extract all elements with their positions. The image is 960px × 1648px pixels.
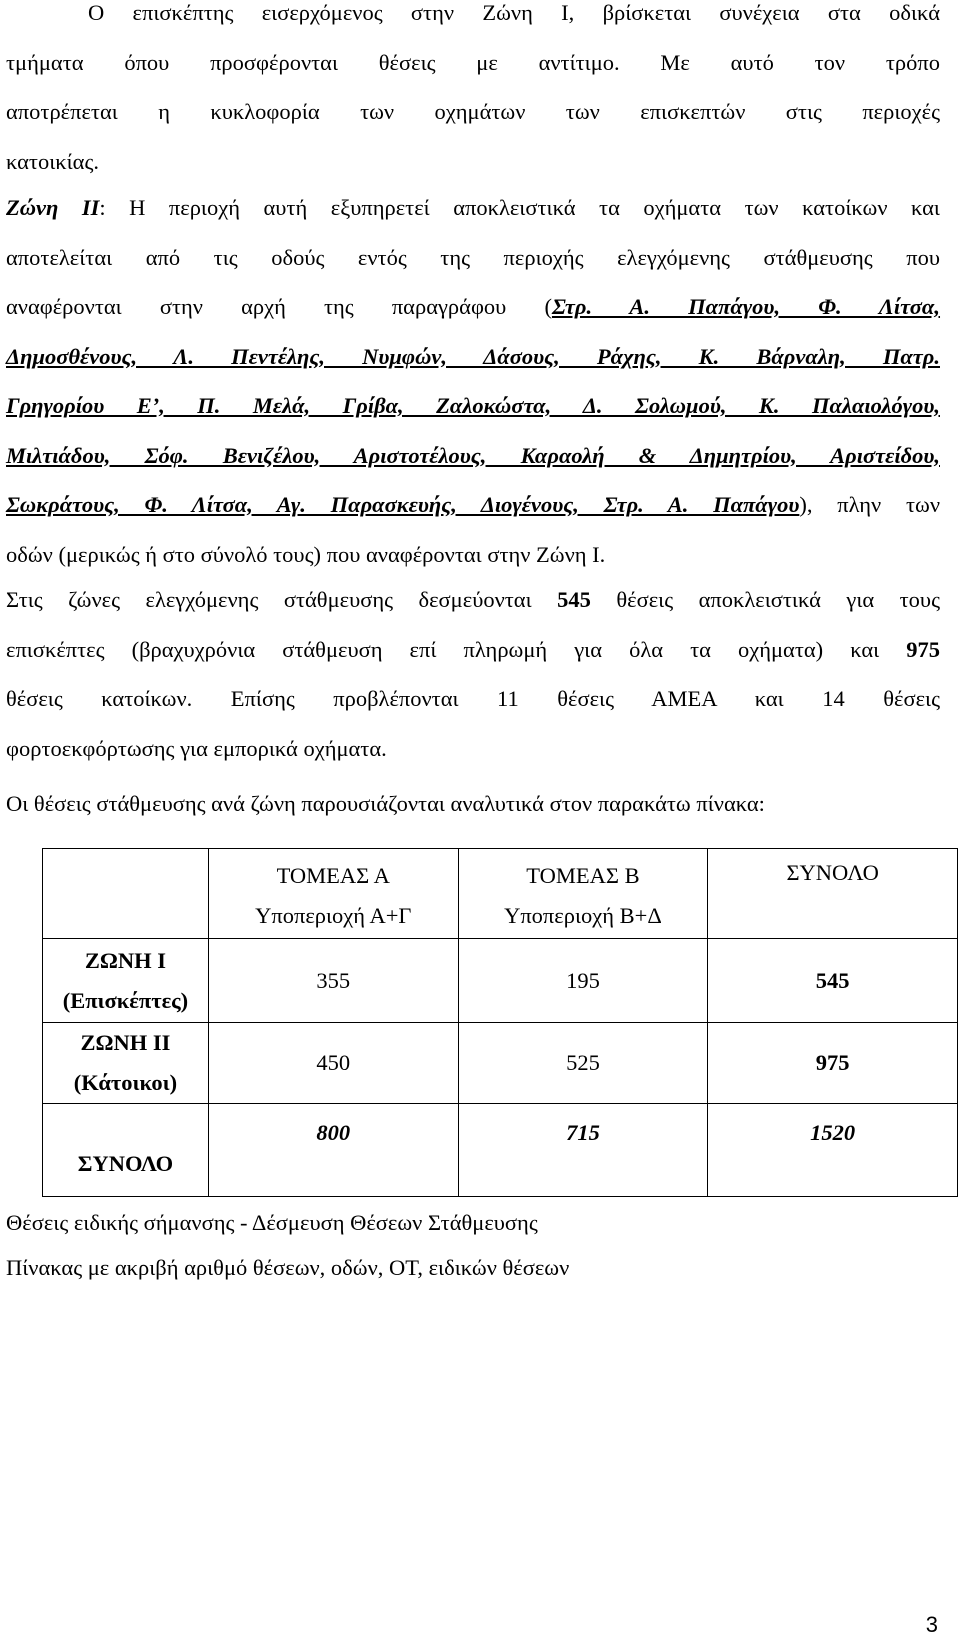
table-description-line: Πίνακας με ακριβή αριθμό θέσεων, οδών, ΟΤ, ειδικών θέσεων	[6, 1255, 570, 1280]
table-row	[43, 1023, 958, 1104]
text-fragment: επισκέπτες (βραχυχρόνια στάθμευση επί πληρωμή για όλα τα οχήματα) και	[6, 636, 907, 662]
text-line: αποτελείται από τις οδούς εντός της περιοχής ελεγχόμενης στάθμευσης που	[6, 244, 940, 270]
cell-zone1-sector-a: 355	[208, 939, 458, 1023]
sector-b-subarea: Υποπεριοχή Β+Δ	[504, 902, 662, 928]
text-line	[6, 282, 940, 332]
table-row	[43, 939, 958, 1023]
street-list: Στρ. Α. Παπάγου, Φ. Λίτσα,	[551, 294, 941, 319]
text-line: τμήματα όπου προσφέρονται θέσεις με αντίτιμο. Με αυτό τον τρόπο	[6, 49, 940, 75]
cell-zone2-sector-b: 525	[458, 1023, 708, 1104]
header-sector-b	[458, 849, 708, 939]
text-line	[6, 332, 940, 382]
sector-a-title: ΤΟΜΕΑΣ Α	[276, 862, 390, 888]
text-line	[6, 431, 940, 481]
paragraph-reserved-spaces	[6, 575, 940, 773]
text-line: θέσεις κατοίκων. Επίσης προβλέπονται 11 θέσεις ΑΜΕΑ και 14 θέσεις	[6, 686, 940, 711]
cell-zone1-total: 545	[708, 939, 958, 1023]
paragraph-visitors-zone1	[6, 0, 940, 186]
text-line	[6, 575, 940, 625]
street-list: Σωκράτους, Φ. Λίτσα, Αγ. Παρασκευής, Διογένους, Στρ. Α. Παπάγου	[6, 492, 800, 517]
table-row	[43, 1104, 958, 1197]
sector-a-subarea: Υποπεριοχή Α+Γ	[255, 902, 412, 928]
text-fragment: ), πλην των	[799, 492, 940, 517]
row-label-zone2	[43, 1023, 209, 1104]
text-line: αποτρέπεται η κυκλοφορία των οχημάτων των επισκεπτών στις περιοχές	[6, 99, 940, 124]
row-label-zone1	[43, 939, 209, 1023]
cell-total-sector-a: 800	[208, 1104, 458, 1197]
total-title: ΣΥΝΟΛΟ	[786, 860, 879, 885]
text-line	[6, 381, 940, 431]
text-fragment: Στις ζώνες ελεγχόμενης στάθμευσης δεσμεύονται	[6, 587, 558, 612]
visitor-spaces-count: 545	[557, 587, 591, 612]
text-line: Οι θέσεις στάθμευσης ανά ζώνη παρουσιάζονται αναλυτικά στον παρακάτω πίνακα:	[6, 791, 765, 816]
parking-spaces-table	[42, 848, 958, 1197]
street-list: Γρηγορίου Ε’, Π. Μελά, Γρίβα, Ζαλοκώστα, Δ. Σολωμού, Κ. Παλαιολόγου,	[6, 393, 940, 418]
paragraph-table-intro	[6, 779, 940, 829]
header-total	[708, 849, 958, 939]
table-corner-cell	[43, 849, 209, 939]
zone-name: ΖΩΝΗ ΙΙ	[80, 1030, 171, 1055]
resident-spaces-count: 975	[906, 636, 940, 662]
text-line: Ο επισκέπτης εισερχόμενος στην Ζώνη Ι, βρίσκεται συνέχεια στα οδικά	[88, 0, 940, 25]
text-line: οδών (μερικώς ή στο σύνολό τους) που αναφέρονται στην Ζώνη Ι.	[6, 541, 606, 567]
cell-total-sector-b: 715	[458, 1104, 708, 1197]
text-line: κατοικίας.	[6, 148, 99, 174]
cell-zone2-sector-a: 450	[208, 1023, 458, 1104]
text-fragment: αναφέρονται στην αρχή της παραγράφου (	[6, 294, 552, 319]
sector-b-title: ΤΟΜΕΑΣ Β	[526, 862, 640, 888]
cell-zone1-sector-b: 195	[458, 939, 708, 1023]
zone-name: ΖΩΝΗ Ι	[84, 947, 167, 973]
text-line	[6, 183, 940, 233]
row-label-total: ΣΥΝΟΛΟ	[43, 1104, 209, 1197]
text-line: φορτοεκφόρτωσης για εμπορικά οχήματα.	[6, 735, 387, 761]
paragraph-zone2	[6, 183, 940, 579]
zone2-label: Ζώνη ΙΙ	[6, 195, 100, 220]
text-fragment: : Η περιοχή αυτή εξυπηρετεί αποκλειστικά τα οχήματα των κατοίκων και	[99, 195, 940, 220]
header-sector-a	[208, 849, 458, 939]
page-number: 3	[925, 1612, 938, 1637]
text-line	[6, 625, 940, 675]
text-line	[6, 480, 940, 530]
cell-grand-total: 1520	[708, 1104, 958, 1197]
street-list: Δημοσθένους, Λ. Πεντέλης, Νυμφών, Δάσους, Ράχης, Κ. Βάρναλη, Πατρ.	[6, 343, 940, 369]
text-fragment: θέσεις αποκλειστικά για τους	[590, 587, 940, 612]
table-header-row	[43, 849, 958, 939]
zone-description: (Κάτοικοι)	[73, 1070, 178, 1095]
street-list: Μιλτιάδου, Σόφ. Βενιζέλου, Αριστοτέλους, Καραολή & Δημητρίου, Αριστείδου,	[6, 442, 940, 468]
special-markings-line: Θέσεις ειδικής σήμανσης - Δέσμευση Θέσεων Στάθμευσης	[6, 1210, 538, 1235]
cell-zone2-total: 975	[708, 1023, 958, 1104]
zone-description: (Επισκέπτες)	[62, 987, 189, 1013]
